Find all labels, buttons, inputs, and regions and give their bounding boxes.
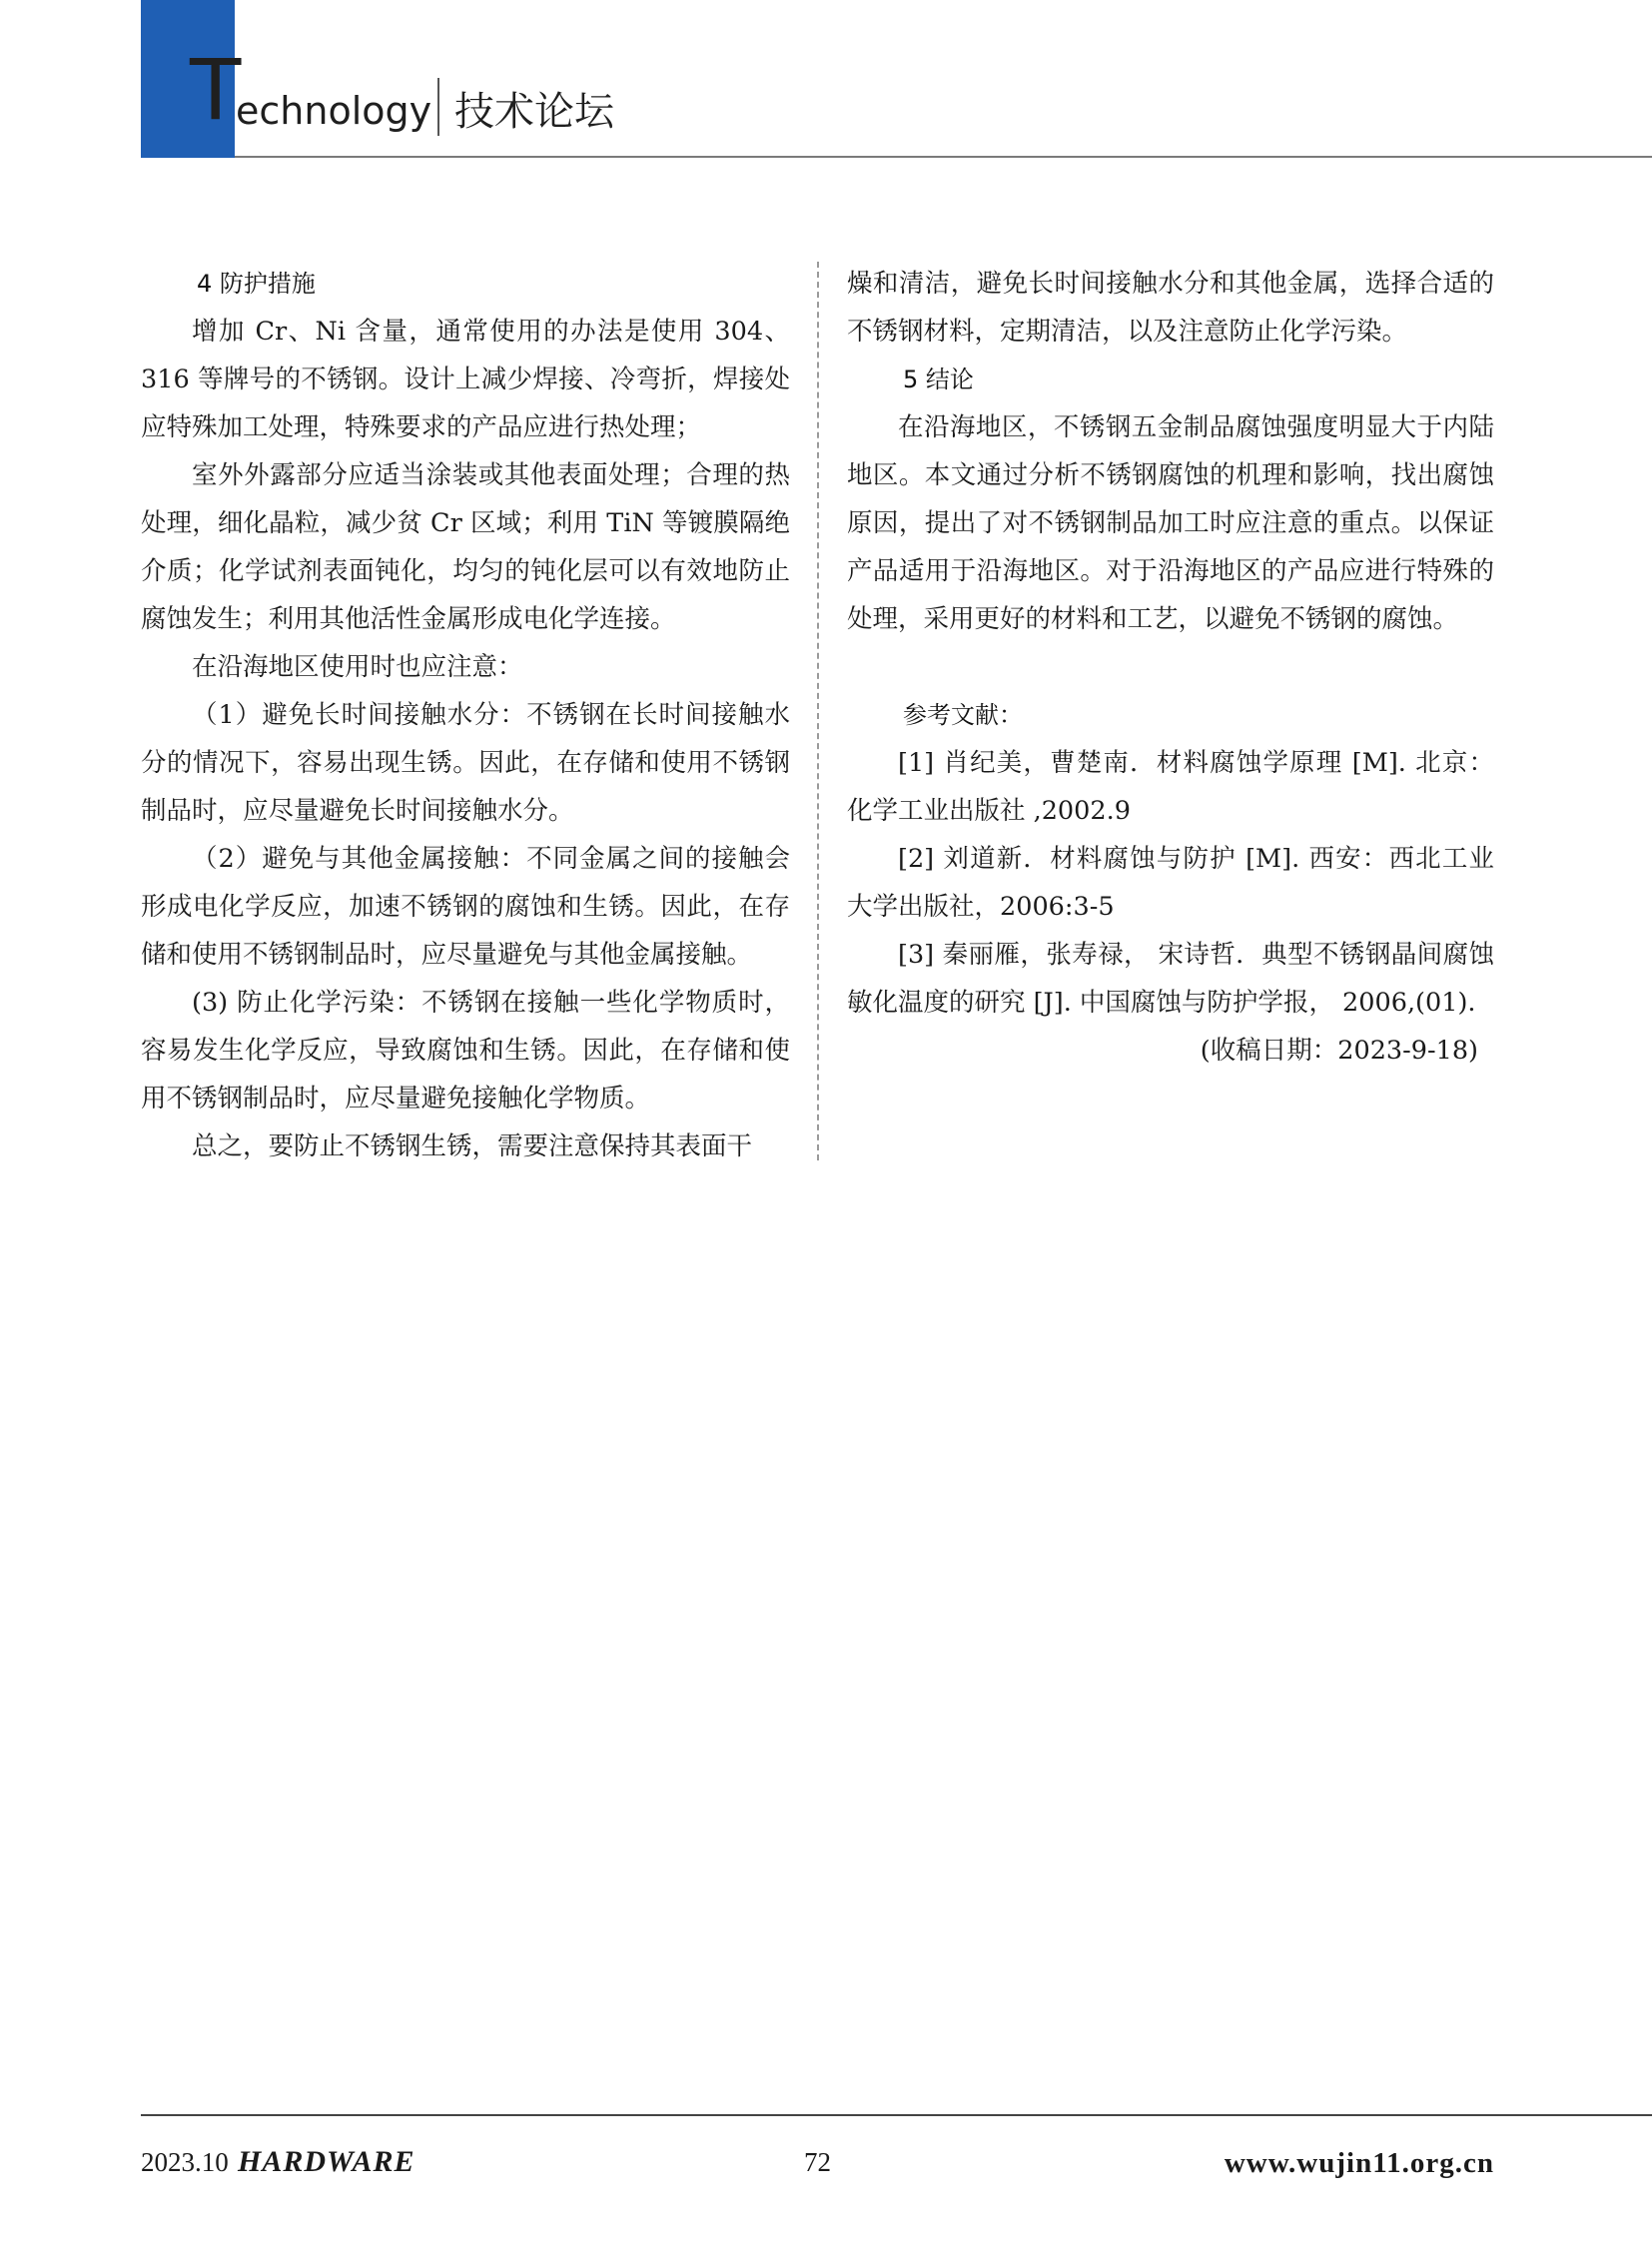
left-column: [141, 260, 790, 1170]
footer-issue-date: 2023.10: [141, 2147, 229, 2177]
list-item: (3) 防止化学污染：不锈钢在接触一些化学物质时，容易发生化学反应，导致腐蚀和生锈。因此，在存储和使用不锈钢制品时，应尽量避免接触化学物质。: [141, 988, 790, 1114]
section-heading-conclusion: 5 结论: [903, 366, 974, 393]
received-date: (收稿日期：2023-9-18): [1200, 1036, 1478, 1066]
reference-item: [3] 秦丽雁，张寿禄， 宋诗哲．典型不锈钢晶间腐蚀敏化温度的研究 [J]. 中国腐蚀与防护学报， 2006,(01).: [847, 940, 1494, 1018]
footer-magazine-name: HARDWARE: [238, 2145, 415, 2178]
paragraph: 在沿海地区，不锈钢五金制品腐蚀强度明显大于内陆地区。本文通过分析不锈钢腐蚀的机理和影响，找出腐蚀原因，提出了对不锈钢制品加工时应注意的重点。以保证产品适用于沿海地区。对于沿海地区的产品应进行特殊的处理，采用更好的材料和工艺，以避免不锈钢的腐蚀。: [847, 412, 1494, 634]
header-rule: [235, 156, 1652, 158]
column-divider: [817, 262, 819, 1160]
page-number: 72: [804, 2147, 831, 2177]
header-word: echnology: [236, 89, 432, 133]
header-initial-letter: T: [190, 41, 242, 139]
paragraph: 增加 Cr、Ni 含量，通常使用的办法是使用 304、316 等牌号的不锈钢。设计上减少焊接、冷弯折，焊接处应特殊加工处理，特殊要求的产品应进行热处理；: [141, 317, 790, 442]
paragraph: 室外外露部分应适当涂装或其他表面处理；合理的热处理，细化晶粒，减少贫 Cr 区域；利用 TiN 等镀膜隔绝介质；化学试剂表面钝化，均匀的钝化层可以有效地防止腐蚀发生；利用其他活性金属形成电化学连接。: [141, 460, 790, 634]
section-title: 技术论坛: [454, 89, 614, 135]
list-item: （1）避免长时间接触水分：不锈钢在长时间接触水分的情况下，容易出现生锈。因此，在存储和使用不锈钢制品时，应尽量避免长时间接触水分。: [141, 700, 790, 826]
paragraph: 总之，要防止不锈钢生锈，需要注意保持其表面干: [192, 1131, 753, 1161]
footer-url: www.wujin11.org.cn: [1224, 2147, 1494, 2179]
section-heading-protection: 4 防护措施: [197, 270, 316, 298]
right-column: [847, 260, 1494, 1075]
reference-item: [1] 肖纪美，曹楚南．材料腐蚀学原理 [M]. 北京：化学工业出版社 ,2002.9: [847, 748, 1494, 826]
references-title: 参考文献：: [903, 701, 1023, 729]
header-separator: [437, 78, 439, 136]
paragraph-continuation: 燥和清洁，避免长时间接触水分和其他金属，选择合适的不锈钢材料，定期清洁，以及注意防止化学污染。: [847, 269, 1494, 347]
list-item: （2）避免与其他金属接触：不同金属之间的接触会形成电化学反应，加速不锈钢的腐蚀和生锈。因此，在存储和使用不锈钢制品时，应尽量避免与其他金属接触。: [141, 844, 790, 970]
footer-rule: [141, 2114, 1652, 2116]
reference-item: [2] 刘道新．材料腐蚀与防护 [M]. 西安：西北工业大学出版社，2006:3-5: [847, 844, 1494, 922]
paragraph: 在沿海地区使用时也应注意：: [192, 652, 523, 682]
